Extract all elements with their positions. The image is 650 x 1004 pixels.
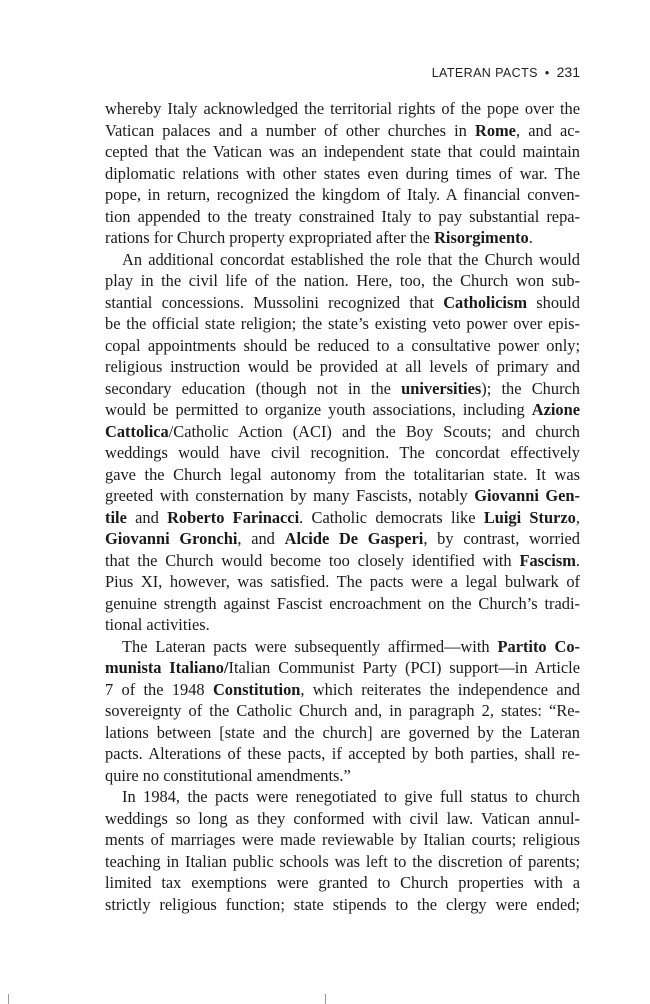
text-line: that the Church would become too closely identified with Fascism. bbox=[105, 550, 580, 570]
cross-reference-term: Rome bbox=[474, 120, 516, 140]
text-line: limited tax exemptions were granted to Church properties with a bbox=[105, 873, 580, 892]
running-head bbox=[432, 64, 580, 80]
text-line: pacts. Alterations of these pacts, if accepted by both parties, shall re- bbox=[105, 744, 580, 763]
cross-reference-term: Risorgimento bbox=[434, 228, 529, 247]
text-line: Giovanni Gronchi, and Alcide De Gasperi, by contrast, worried bbox=[105, 529, 580, 548]
cross-reference-term: Azione bbox=[531, 400, 580, 419]
cross-reference-term: munista Italiano/ bbox=[105, 658, 229, 677]
cross-reference-term: Giovanni Gen- bbox=[474, 486, 580, 505]
text-line: Pius XI, however, was satisfied. The pacts were a legal bulwark of bbox=[105, 572, 580, 591]
crop-mark-left bbox=[8, 994, 9, 1004]
text-line: rations for Church property expropriated after the Risorgimento. bbox=[105, 228, 533, 247]
text-line: In 1984, the pacts were renegotiated to give full status to church bbox=[122, 787, 580, 806]
text-line: tile and Roberto Farinacci. Catholic democrats like Luigi Sturzo, bbox=[105, 507, 580, 527]
text-line: greeted with consternation by many Fascists, notably Giovanni Gen- bbox=[105, 486, 580, 505]
cross-reference-term: Luigi Sturzo bbox=[483, 507, 576, 527]
text-line: teaching in Italian public schools was left to the discretion of parents; bbox=[105, 851, 580, 871]
text-line: pope, in return, recognized the kingdom of Italy. A financial conven- bbox=[105, 185, 580, 204]
running-head-title: LATERAN PACTS bbox=[431, 66, 538, 80]
text-line: An additional concordat established the role that the Church would bbox=[122, 249, 580, 269]
text-line: cepted that the Vatican was an independent state that could maintain bbox=[105, 142, 580, 161]
text-line: genuine strength against Fascist encroachment on the Church’s tradi- bbox=[105, 593, 580, 613]
text-line: stantial concessions. Mussolini recognized that Catholicism should bbox=[105, 292, 580, 312]
crop-mark-center bbox=[325, 994, 326, 1004]
cross-reference-term: Catholicism bbox=[443, 292, 527, 312]
text-line: be the official state religion; the state’s existing veto power over epis- bbox=[105, 314, 580, 333]
cross-reference-term: Fascism bbox=[519, 550, 576, 570]
text-line: religious instruction would be provided at all levels of primary and bbox=[105, 357, 580, 376]
text-line: 7 of the 1948 Constitution, which reiterates the independence and bbox=[105, 679, 580, 699]
text-line: tional activities. bbox=[105, 615, 210, 634]
cross-reference-term: Partito Co- bbox=[497, 636, 580, 656]
text-line: diplomatic relations with other states even during times of war. The bbox=[105, 163, 580, 183]
cross-reference-term: Roberto Farinacci bbox=[167, 507, 300, 527]
text-line: The Lateran pacts were subsequently affirmed—with Partito Co- bbox=[122, 636, 580, 656]
text-line: sovereignty of the Catholic Church and, in paragraph 2, states: “Re- bbox=[105, 701, 580, 720]
text-line: play in the civil life of the nation. Here, too, the Church won sub- bbox=[105, 271, 580, 290]
text-line: ments of marriages were made reviewable by Italian courts; religious bbox=[105, 830, 580, 849]
cross-reference-term: Cattolica bbox=[105, 421, 169, 441]
running-head-bullet: • bbox=[544, 66, 550, 80]
text-line: Vatican palaces and a number of other churches in Rome, and ac- bbox=[105, 120, 580, 140]
text-line: secondary education (though not in the universities); the Church bbox=[105, 378, 580, 398]
text-line: weddings would have civil recognition. The concordat effectively bbox=[105, 443, 580, 462]
text-line: tion appended to the treaty constrained Italy to pay substantial repa- bbox=[105, 206, 580, 226]
text-line: quire no constitutional amendments.” bbox=[105, 765, 351, 785]
cross-reference-term: Alcide De Gasperi bbox=[284, 529, 424, 548]
text-line: lations between [state and the church] are governed by the Lateran bbox=[105, 722, 580, 742]
text-line: whereby Italy acknowledged the territorial rights of the pope over the bbox=[105, 99, 580, 118]
text-line: strictly religious function; state stipends to the clergy were ended; bbox=[105, 894, 580, 914]
body-text bbox=[105, 98, 580, 915]
cross-reference-term: Giovanni Gronchi bbox=[105, 529, 238, 548]
cross-reference-term: tile bbox=[105, 507, 127, 527]
text-line: would be permitted to organize youth associations, including Azione bbox=[105, 400, 580, 419]
text-line: gave the Church legal autonomy from the totalitarian state. It was bbox=[105, 464, 580, 484]
cross-reference-term: Constitution bbox=[212, 679, 301, 699]
text-line: Cattolica/Catholic Action (ACI) and the Boy Scouts; and church bbox=[105, 421, 580, 441]
text-line: munista Italiano/Italian Communist Party (PCI) support—in Article bbox=[105, 658, 580, 677]
text-line: copal appointments should be reduced to a consultative power only; bbox=[105, 335, 580, 355]
text-line: weddings so long as they conformed with civil law. Vatican annul- bbox=[105, 808, 580, 828]
cross-reference-term: universities bbox=[401, 378, 482, 398]
page-number: 231 bbox=[556, 64, 580, 80]
